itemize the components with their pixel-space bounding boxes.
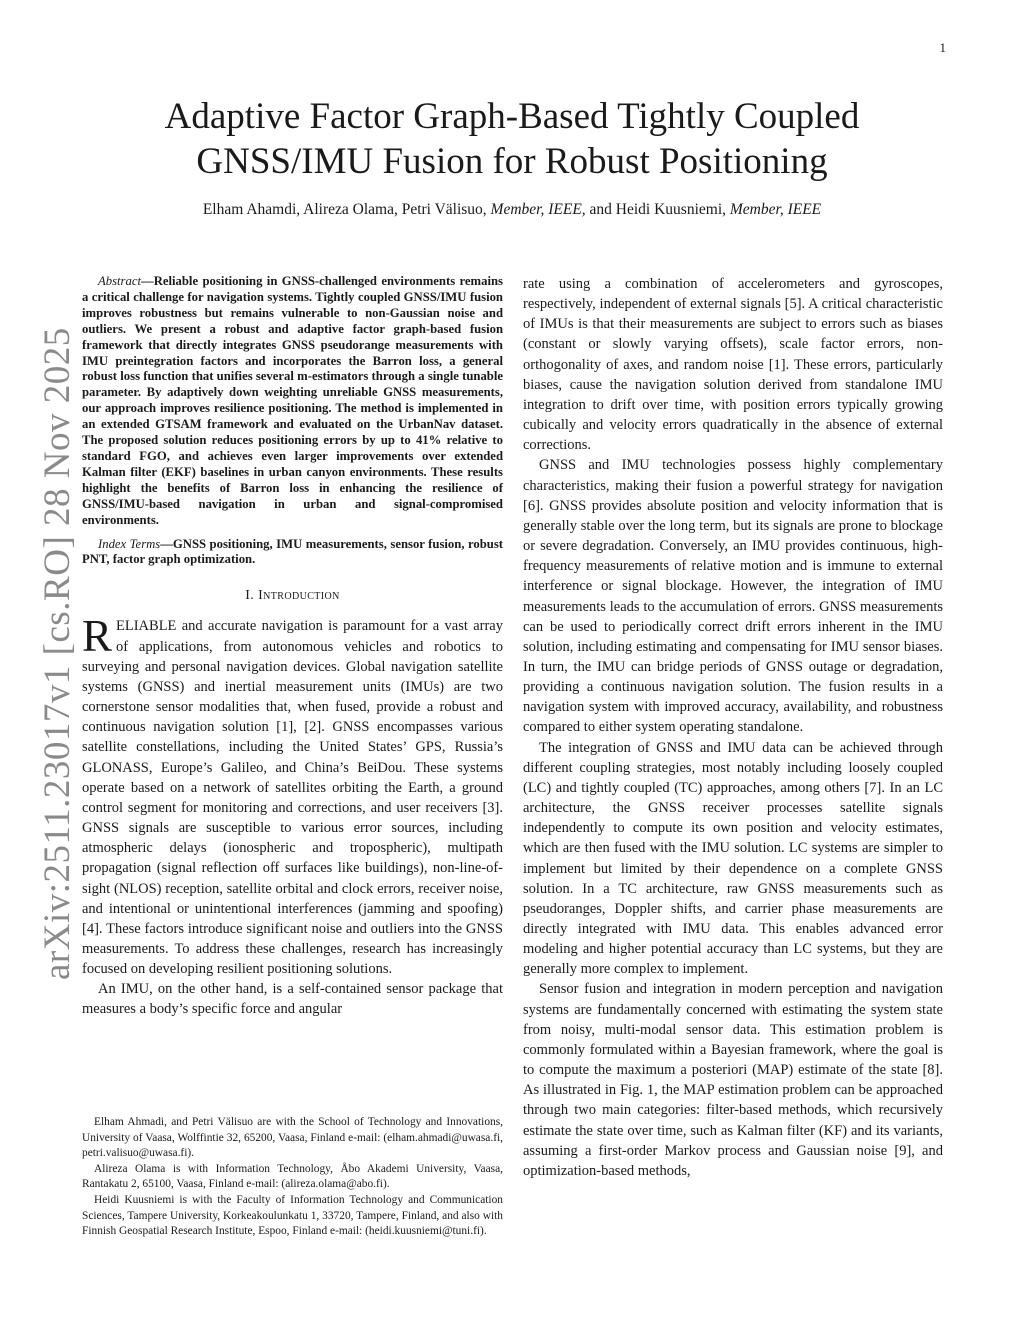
left-column bbox=[82, 274, 503, 1020]
footnote-3: Heidi Kuusniemi is with the Faculty of Information Technology and Communication Sciences, Tampere University, Korkeakoulunkatu 1, 33720, Tampere, Finland, and also with Finnish Geospatial Research Institute, Espoo, Finland e-mail: (heidi.kuusniemi@tuni.fi). bbox=[82, 1193, 503, 1238]
intro-paragraph-2: An IMU, on the other hand, is a self-contained sensor package that measures a body’s specific force and angular bbox=[82, 981, 503, 1018]
right-paragraph-4: Sensor fusion and integration in modern perception and navigation systems are fundamentally concerned with estimating the system state from noisy, multi-modal sensor data. This estimation problem is commonly formulated within a Bayesian framework, where the goal is to compute the maximum a posteriori (MAP) estimate of the state [8]. As illustrated in Fig. 1, the MAP estimation problem can be approached through two main categories: filter-based methods, which recursively estimate the state over time, such as Kalman filter (KF) and its variants, assuming a first-order Markov process and Gaussian noise [9], and optimization-based methods, bbox=[523, 981, 943, 1179]
section-number: I. bbox=[245, 588, 259, 604]
paper-title: Adaptive Factor Graph-Based Tightly Coupled GNSS/IMU Fusion for Robust Positioning bbox=[164, 96, 860, 182]
intro-paragraph-1-text: ELIABLE and accurate navigation is paramount for a vast array of applications, from autonomous vehicles and robotics to surveying and personal navigation devices. Global navigation satellite systems (GNSS) and inertial measurement units (IMUs) are two cornerstone sensor modalities that, when fused, provide a robust and continuous navigation solution [1], [2]. GNSS encompasses various satellite constellations, including the United States’ GPS, Russia’s GLONASS, Europe’s Galileo, and China’s BeiDou. These systems operate based on a network of satellites orbiting the Earth, a ground control segment for monitoring and corrections, and user receivers [3]. GNSS signals are susceptible to various error sources, including atmospheric delays (ionospheric and tropospheric), multipath propagation (signal reflection off surfaces like buildings), non-line-of-sight (NLOS) reception, satellite orbital and clock errors, receiver noise, and intentional or unintentional interferences (jamming and spoofing) [4]. These factors introduce significant noise and outliers into the GNSS measurements. To address these challenges, research has increasingly focused on developing resilient positioning solutions. bbox=[82, 618, 503, 978]
drop-cap: R bbox=[82, 611, 113, 662]
abstract-text: —Reliable positioning in GNSS-challenged environments remains a critical challenge for navigation systems. Tightly coupled GNSS/IMU fusion improves robustness but remains vulnerable to non-Gaussian noise and outliers. We present a robust and adaptive factor graph-based fusion framework that directly integrates GNSS pseudorange measurements with IMU preintegration factors and incorporates the Barron loss, a general robust loss function that unifies several m-estimators through a single tunable parameter. By adaptively down weighting unreliable GNSS measurements, our approach improves resilience positioning. The method is implemented in an extended GTSAM framework and evaluated on the UrbanNav dataset. The proposed solution reduces positioning errors by up to 41% relative to standard FGO, and achieves even larger improvements over extended Kalman filter (EKF) baselines in urban canyon environments. These results highlight the benefits of Barron loss in enhancing the resilience of GNSS/IMU-based navigation in urban and signal-compromised environments. bbox=[82, 274, 503, 527]
section-title: Introduction bbox=[258, 588, 340, 604]
footnote-1: Elham Ahmadi, and Petri Välisuo are with the School of Technology and Innovations, University of Vaasa, Wolffintie 32, 65200, Vaasa, Finland e-mail: (elham.ahmadi@uwasa.fi, petri.valisuo@uwasa.fi). bbox=[82, 1116, 503, 1160]
right-paragraph-3: The integration of GNSS and IMU data can be achieved through different coupling strategies, most notably including loosely coupled (LC) and tightly coupled (TC) approaches, among others [7]. In an LC architecture, the GNSS receiver processes satellite signals independently to compute its own position and velocity estimates, which are then fused with the IMU solution. LC systems are simpler to implement but limited by their dependence on a complete GNSS solution. In a TC architecture, raw GNSS measurements such as pseudoranges, Doppler shifts, and carrier phase measurements are directly integrated with IMU data. This enables advanced error modeling and higher potential accuracy than LC systems, but they are generally more complex to implement. bbox=[523, 739, 943, 978]
section-heading-introduction bbox=[82, 586, 503, 606]
right-column bbox=[523, 274, 943, 1181]
author-membership-2: Member, IEEE bbox=[729, 201, 822, 218]
page-number: 1 bbox=[939, 40, 946, 55]
index-terms-label: Index Terms bbox=[98, 536, 161, 551]
author-membership-1: Member, IEEE, bbox=[490, 201, 586, 218]
footnote-2: Alireza Olama is with Information Technology, Åbo Akademi University, Vaasa, Rantakatu 2, 65100, Vaasa, Finland e-mail: (alireza.olama@abo.fi). bbox=[82, 1162, 503, 1191]
index-terms bbox=[82, 537, 503, 569]
author-names-part1: Elham Ahamdi, Alireza Olama, Petri Välisuo, bbox=[202, 201, 491, 218]
right-paragraph-1: rate using a combination of accelerometers and gyroscopes, respectively, independent of external signals [5]. A critical characteristic of IMUs is that their measurements are subject to errors such as biases (constant or slowly varying offsets), scale factor errors, non-orthogonality of axes, and random noise [1]. These errors, particularly biases, cause the navigation solution derived from standalone IMU integration to drift over time, with position errors typically growing cubically and velocity errors quadratically in the absence of external corrections. bbox=[523, 276, 943, 454]
arxiv-identifier-stamp: arXiv:2511.23017v1 [cs.RO] 28 Nov 2025 bbox=[37, 327, 78, 980]
index-terms-text: —GNSS positioning, IMU measurements, sensor fusion, robust PNT, factor graph optimization. bbox=[82, 536, 504, 567]
abstract-label: Abstract bbox=[98, 274, 141, 288]
author-list bbox=[90, 201, 934, 219]
intro-paragraph-1 bbox=[82, 611, 503, 979]
author-names-part2: and Heidi Kuusniemi, bbox=[585, 201, 730, 218]
abstract bbox=[82, 274, 503, 529]
author-affiliation-footnotes bbox=[82, 1115, 503, 1240]
right-paragraph-2: GNSS and IMU technologies possess highly complementary characteristics, making their fusion a powerful strategy for navigation [6]. GNSS provides absolute position and velocity information that is generally stable over the long term, but its signals are prone to blockage or severe degradation. Conversely, an IMU provides continuous, high-frequency measurements of relative motion and is immune to external interference or signal blockage. However, the integration of IMU measurements leads to the accumulation of errors. GNSS measurements can be used to periodically correct drift errors inherent in the IMU solution, including estimating and compensating for IMU sensor biases. In turn, the IMU can bridge periods of GNSS outage or degradation, providing a continuous navigation solution. The fusion results in a navigation system with improved accuracy, availability, and robustness compared to either system operating standalone. bbox=[523, 457, 943, 736]
